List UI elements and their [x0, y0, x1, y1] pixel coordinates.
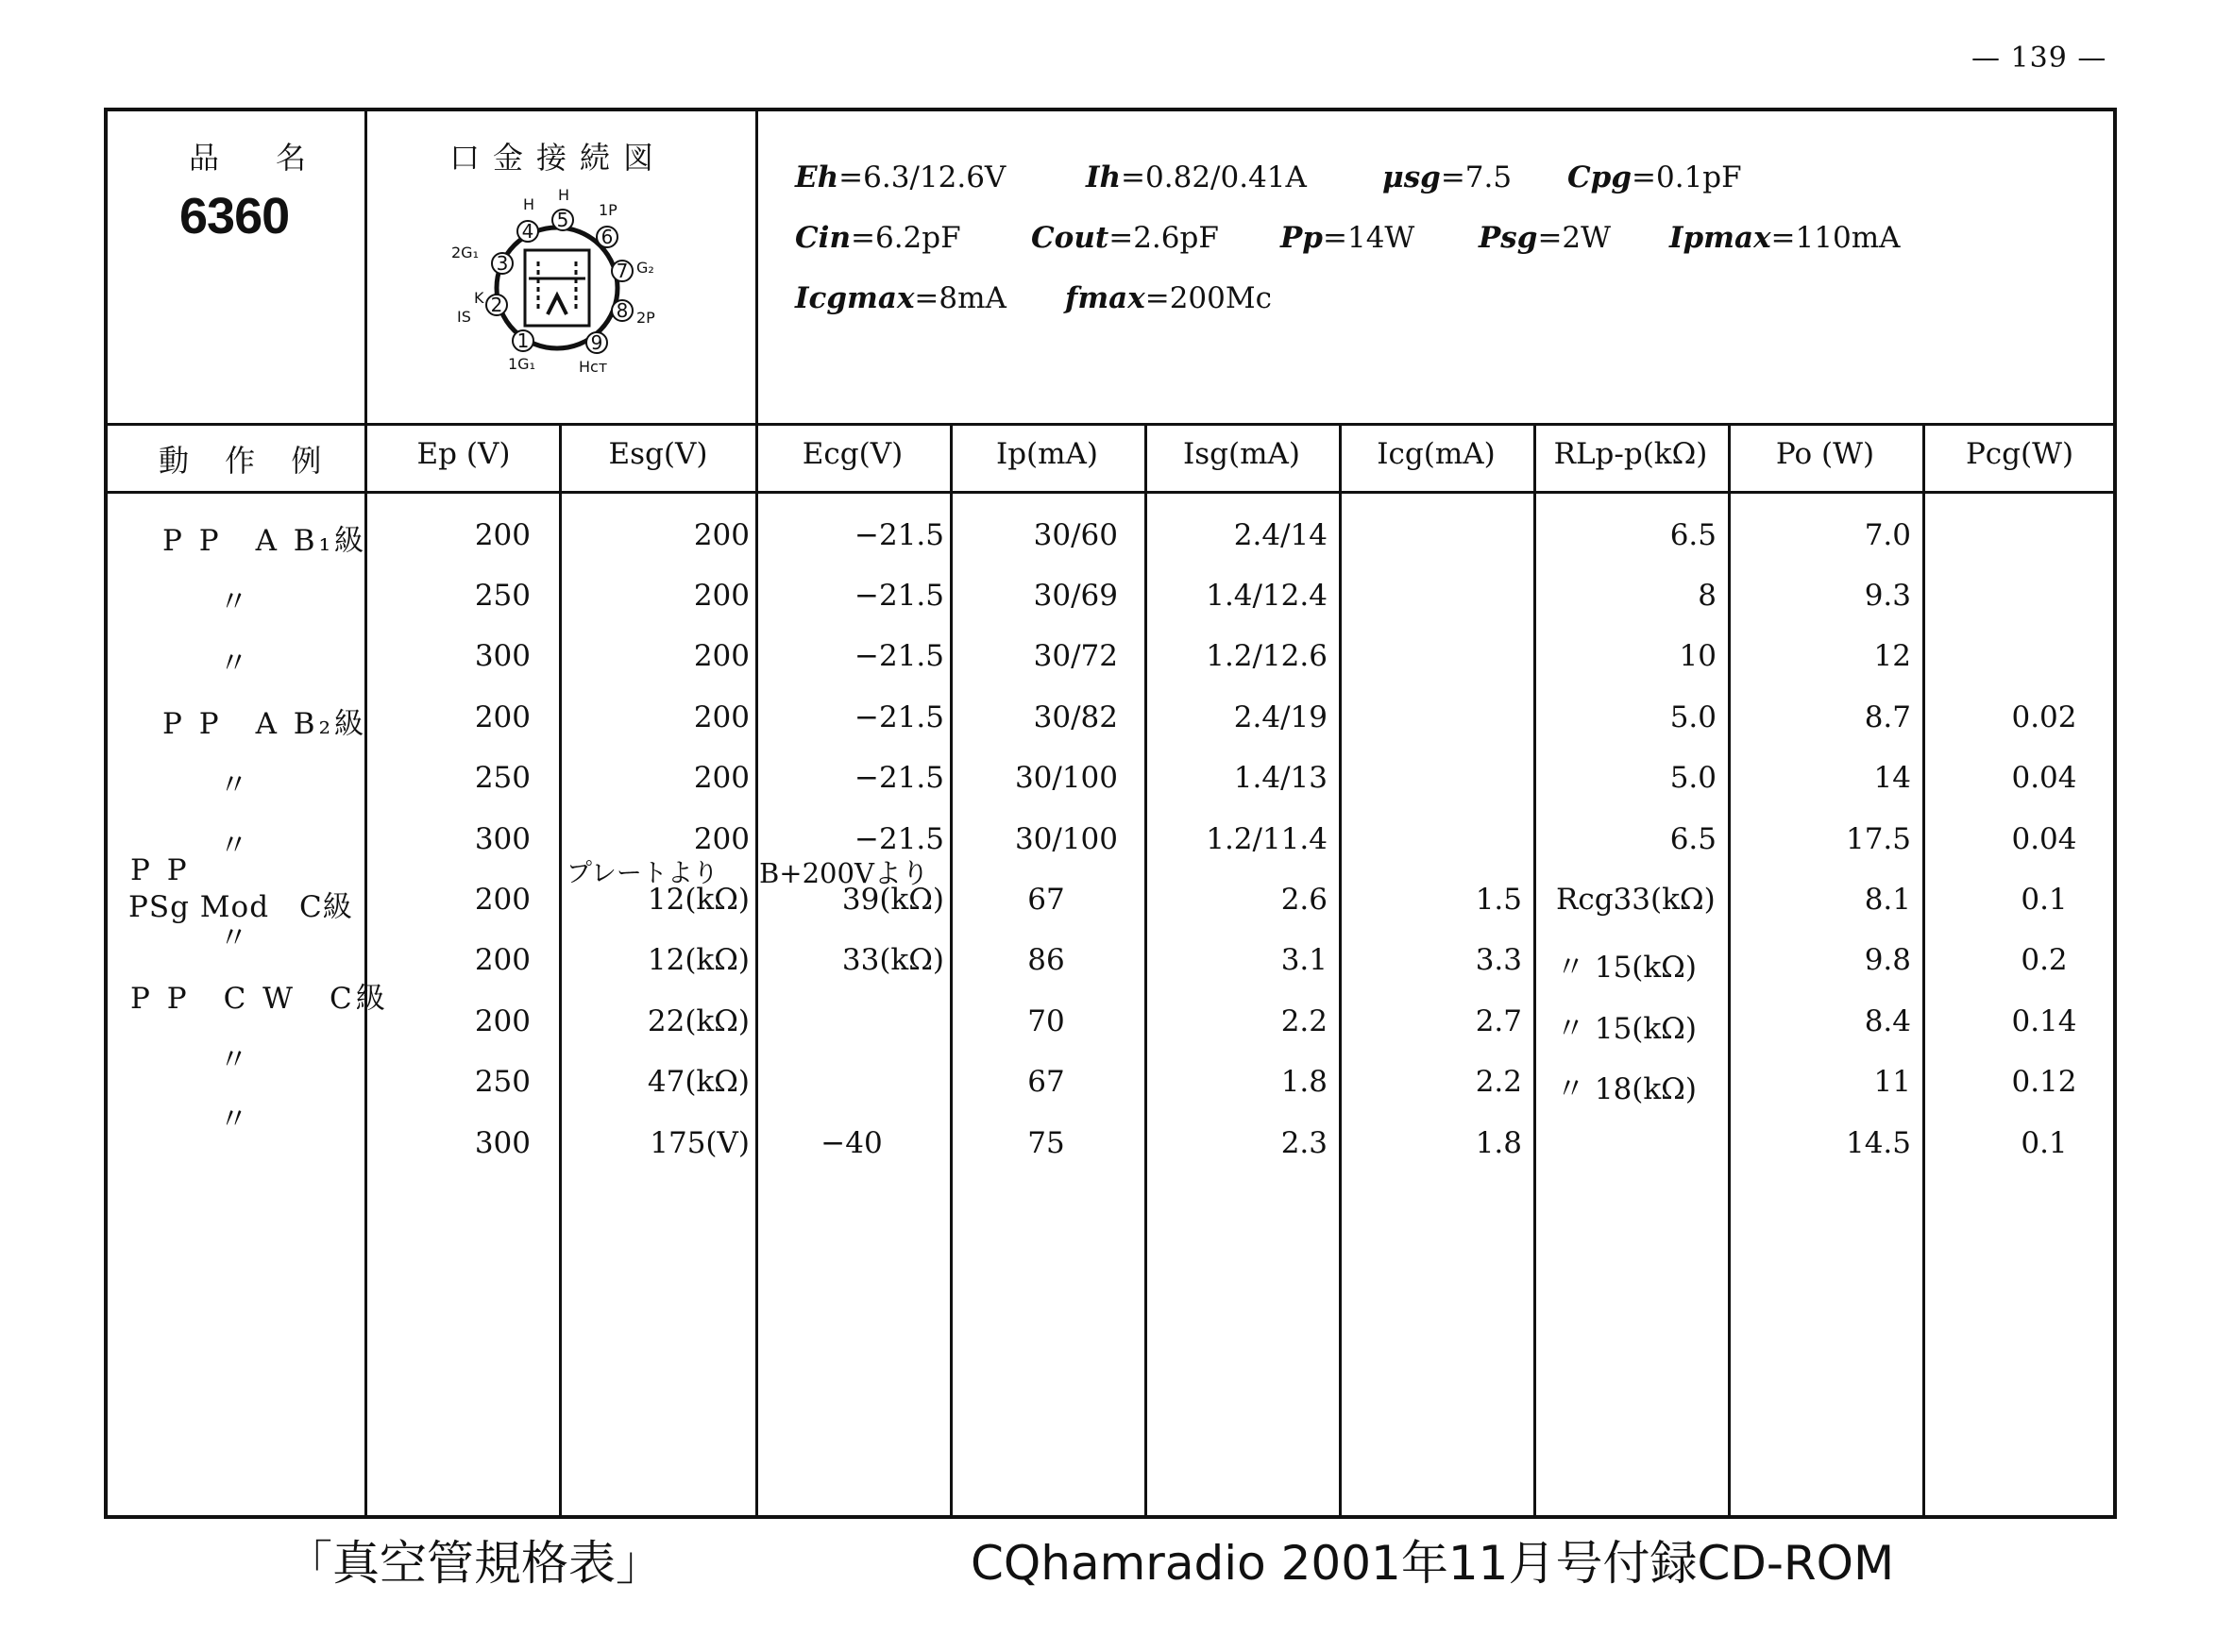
spec-cpg: Cpg=0.1pF: [1567, 160, 1742, 194]
table-cell: 33(kΩ): [841, 943, 944, 977]
mode-label: 〃: [219, 829, 252, 863]
column-header: Po (W): [1775, 437, 1875, 471]
table-cell: 300: [474, 639, 531, 673]
table-cell: 12: [1873, 639, 1911, 673]
col-divider: [1339, 423, 1342, 1515]
table-cell: 6.5: [1669, 822, 1717, 856]
mode-label: 〃: [219, 768, 252, 802]
table-cell: 39(kΩ): [841, 883, 944, 917]
col-divider: [364, 111, 367, 1515]
table-cell: 〃 15(kΩ): [1556, 951, 1697, 985]
pin-label: IS: [457, 308, 471, 326]
table-cell: 1.5: [1475, 883, 1522, 917]
table-cell: 67: [1027, 883, 1065, 917]
table-cell: −21.5: [854, 518, 944, 552]
pin-label: 1P: [599, 201, 617, 219]
table-cell: 2.6: [1280, 883, 1328, 917]
col-divider: [1533, 423, 1536, 1515]
table-cell: −21.5: [854, 579, 944, 613]
pin-label: 2G₁: [451, 244, 479, 261]
pin-number: 8: [616, 299, 629, 322]
header-divider: [108, 423, 2113, 426]
mode-label: 〃: [219, 647, 252, 681]
table-cell: 2.2: [1475, 1065, 1522, 1099]
table-cell: 200: [693, 700, 750, 734]
table-cell: 2.7: [1475, 1004, 1522, 1038]
table-cell: −21.5: [854, 639, 944, 673]
table-cell: −40: [820, 1126, 883, 1160]
table-cell: 200: [474, 883, 531, 917]
table-cell: 〃 15(kΩ): [1556, 1012, 1697, 1046]
table-cell: 2.4/14: [1233, 518, 1328, 552]
table-cell: 5.0: [1669, 700, 1717, 734]
pin-number: 4: [521, 220, 534, 243]
table-cell: 14: [1873, 761, 1911, 795]
table-cell: 30/82: [1033, 700, 1118, 734]
table-cell: 86: [1027, 943, 1065, 977]
table-cell: 1.2/12.6: [1206, 639, 1328, 673]
col-divider: [1144, 423, 1147, 1515]
mode-label: 〃: [219, 921, 252, 955]
tube-envelope: [497, 228, 617, 348]
table-cell: Rcg33(kΩ): [1556, 883, 1716, 917]
table-cell: 7.0: [1864, 518, 1911, 552]
col-divider: [559, 423, 562, 1515]
table-cell: 17.5: [1845, 822, 1911, 856]
table-cell: 200: [693, 579, 750, 613]
table-cell: 67: [1027, 1065, 1065, 1099]
footer-source: CQhamradio 2001年11月号付録CD-ROM: [971, 1536, 1895, 1591]
table-cell: 30/100: [1014, 761, 1118, 795]
table-cell: 30/72: [1033, 639, 1118, 673]
pin-label: K: [474, 289, 484, 307]
table-cell: −21.5: [854, 700, 944, 734]
pin-label: H: [558, 186, 570, 204]
table-cell: 175(V): [650, 1126, 750, 1160]
table-cell: 2.4/19: [1233, 700, 1328, 734]
column-header: Isg(mA): [1183, 437, 1300, 471]
pin-label: H: [523, 195, 535, 213]
pin-number: 5: [556, 209, 569, 231]
mode-label: 〃: [219, 1103, 252, 1137]
mode-label: P P A B₁級: [162, 524, 368, 558]
spec-ih: Ih=0.82/0.41A: [1086, 160, 1307, 194]
table-cell: 0.1: [2021, 883, 2068, 917]
pin-label: Hᴄᴛ: [579, 358, 608, 376]
table-cell: 12(kΩ): [647, 943, 750, 977]
mode-label: 〃: [219, 1043, 252, 1077]
table-cell: −21.5: [854, 822, 944, 856]
table-cell: 9.3: [1864, 579, 1911, 613]
mode-label: PSg Mod C級: [128, 890, 353, 924]
pin-label: 1G₁: [508, 355, 535, 373]
table-cell: 9.8: [1864, 943, 1911, 977]
pin-label: 2P: [636, 309, 655, 327]
table-cell: 1.4/13: [1233, 761, 1328, 795]
table-cell: 10: [1679, 639, 1717, 673]
pin-number: 1: [516, 329, 530, 352]
table-cell: 11: [1873, 1065, 1911, 1099]
column-header: Ep (V): [416, 437, 511, 471]
table-cell: 8.7: [1864, 700, 1911, 734]
column-header: Esg(V): [608, 437, 708, 471]
table-cell: 1.8: [1280, 1065, 1328, 1099]
spec-icgmax: Icgmax=8mA: [795, 281, 1007, 315]
table-cell: 200: [693, 518, 750, 552]
table-cell: 8.1: [1864, 883, 1911, 917]
pin-number: 3: [496, 252, 509, 275]
table-cell: 200: [693, 761, 750, 795]
mode-label: P P C W C級: [130, 982, 389, 1016]
column-header: Icg(mA): [1377, 437, 1496, 471]
table-cell: 6.5: [1669, 518, 1717, 552]
table-cell: 250: [474, 579, 531, 613]
table-cell: 0.2: [2021, 943, 2068, 977]
page-number: — 139 —: [1971, 42, 2107, 75]
spec-pp: Pp=14W: [1280, 221, 1415, 255]
col-divider: [755, 111, 758, 1515]
mode-header: 動 作 例: [159, 443, 335, 479]
table-cell: 300: [474, 1126, 531, 1160]
column-header: Ecg(V): [802, 437, 904, 471]
column-header: Ip(mA): [995, 437, 1099, 471]
table-cell: 200: [693, 639, 750, 673]
spec-ipmax: Ipmax=110mA: [1669, 221, 1901, 255]
spec-psg: Psg=2W: [1479, 221, 1612, 255]
table-cell: 1.4/12.4: [1206, 579, 1328, 613]
table-cell: 0.14: [2011, 1004, 2077, 1038]
table-cell: 3.1: [1280, 943, 1328, 977]
name-label: 品 名: [189, 140, 320, 176]
table-cell: 0.04: [2011, 761, 2077, 795]
mode-label: P P: [130, 853, 191, 887]
table-cell: 2.2: [1280, 1004, 1328, 1038]
table-cell: 0.1: [2021, 1126, 2068, 1160]
table-cell: 8: [1698, 579, 1717, 613]
spec-eh: Eh=6.3/12.6V: [795, 160, 1007, 194]
mode-label: P P A B₂級: [162, 707, 368, 741]
table-cell: 22(kΩ): [647, 1004, 750, 1038]
tube-electrode: [525, 250, 589, 326]
table-cell: 12(kΩ): [647, 883, 750, 917]
column-header: RLp-p(kΩ): [1553, 437, 1708, 471]
table-cell: 47(kΩ): [647, 1065, 750, 1099]
table-cell: 2.3: [1280, 1126, 1328, 1160]
spec-musg: μsg=7.5: [1382, 160, 1513, 194]
table-cell: 8.4: [1864, 1004, 1911, 1038]
mode-label: 〃: [219, 585, 252, 619]
spec-sheet-frame: [104, 108, 2117, 1519]
table-cell: 30/69: [1033, 579, 1118, 613]
table-cell: 5.0: [1669, 761, 1717, 795]
table-cell: 200: [693, 822, 750, 856]
cathode-arrow: [548, 295, 567, 314]
table-cell: 30/60: [1033, 518, 1118, 552]
table-cell: 1.8: [1475, 1126, 1522, 1160]
spec-cout: Cout=2.6pF: [1031, 221, 1219, 255]
table-cell: 300: [474, 822, 531, 856]
spec-cin: Cin=6.2pF: [795, 221, 961, 255]
column-header: Pcg(W): [1965, 437, 2074, 471]
pin-number: 6: [601, 226, 614, 248]
table-cell: 200: [474, 518, 531, 552]
table-cell: 0.02: [2011, 700, 2077, 734]
table-cell: 75: [1027, 1126, 1065, 1160]
table-cell: 〃 18(kΩ): [1556, 1072, 1697, 1106]
table-cell: 1.2/11.4: [1206, 822, 1328, 856]
table-cell: 250: [474, 761, 531, 795]
table-cell: 0.04: [2011, 822, 2077, 856]
table-cell: 14.5: [1845, 1126, 1911, 1160]
pin-diagram-label: 口金接続図: [449, 140, 668, 176]
spec-fmax: fmax=200Mc: [1065, 281, 1272, 315]
pin-label: G₂: [636, 259, 654, 277]
pin-number: 9: [590, 331, 603, 354]
footer-title: 「真空管規格表」: [285, 1536, 663, 1591]
table-cell: 200: [474, 943, 531, 977]
note-plate: プレートより: [567, 859, 719, 888]
table-cell: 200: [474, 1004, 531, 1038]
table-cell: 70: [1027, 1004, 1065, 1038]
pin-number: 7: [616, 260, 629, 282]
table-cell: −21.5: [854, 761, 944, 795]
table-cell: 200: [474, 700, 531, 734]
pin-number: 2: [490, 294, 503, 316]
table-cell: 30/100: [1014, 822, 1118, 856]
note-bplus: B+200Vより: [759, 857, 929, 889]
column-header-divider: [108, 491, 2113, 494]
table-cell: 250: [474, 1065, 531, 1099]
col-divider: [1922, 423, 1925, 1515]
table-cell: 3.3: [1475, 943, 1522, 977]
model-number: 6360: [179, 188, 290, 244]
table-cell: 0.12: [2011, 1065, 2077, 1099]
base-pin-diagram: [434, 184, 680, 382]
